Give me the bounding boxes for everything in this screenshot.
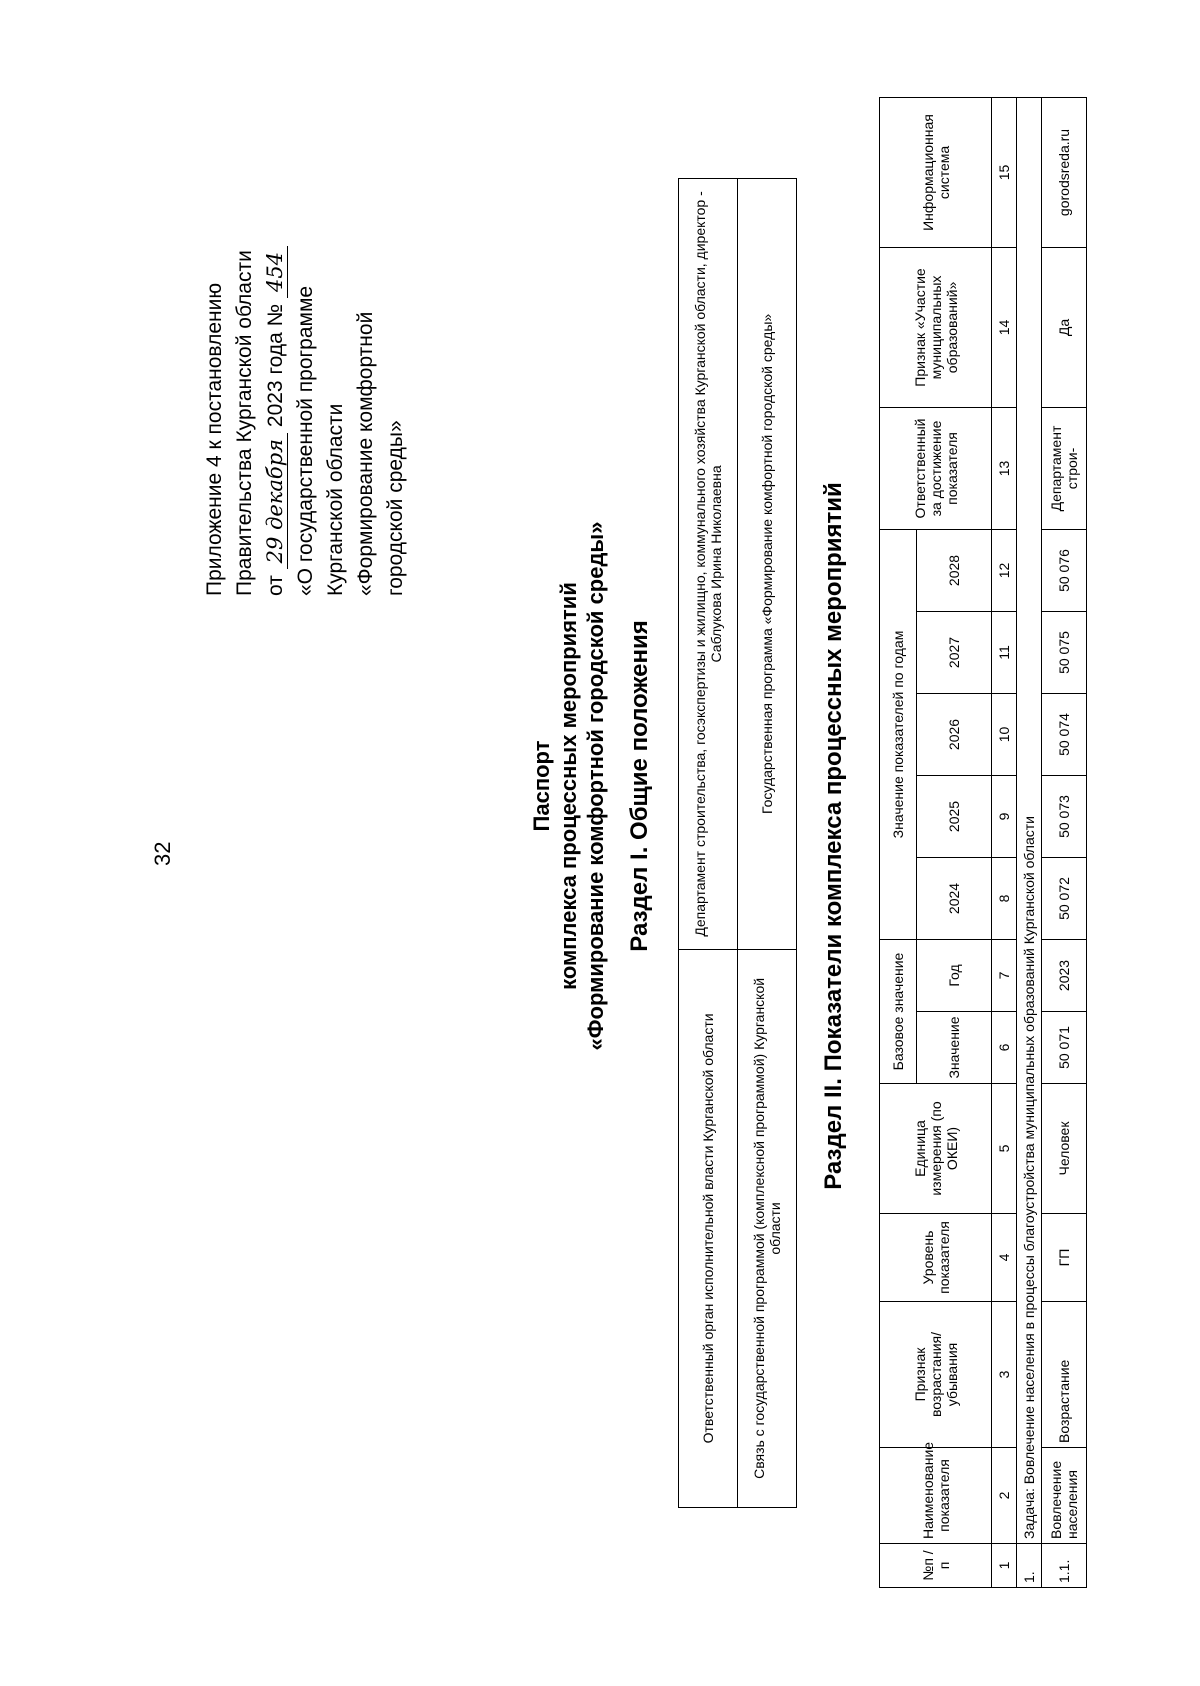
task-text: Задача: Вовлечение населения в процессы благоустройства муниципальных образований Курганской области xyxy=(1017,97,1042,1543)
row-value: Департамент строительства, госэкспертизы и жилищно, коммунального хозяйства Курганской области, директор - Саблукова Ирина Николаевна xyxy=(679,179,738,950)
row-sign: Возрастание xyxy=(1042,1302,1087,1448)
row-info-system: gorodsreda.ru xyxy=(1042,97,1087,247)
header-responsible: Ответственный за достижение показателя xyxy=(880,407,992,529)
row-unit: Человек xyxy=(1042,1084,1087,1214)
table-row xyxy=(679,179,738,1508)
column-number: 8 xyxy=(992,858,1017,940)
general-provisions-table xyxy=(678,178,797,1508)
row-num: 1.1. xyxy=(1042,1544,1087,1588)
row-base-value: 50 071 xyxy=(1042,1012,1087,1084)
column-number: 9 xyxy=(992,776,1017,858)
appendix-line-6: «Формирование комфортной xyxy=(354,311,377,596)
header-num: №п /п xyxy=(880,1544,992,1588)
header-municipal: Признак «Участие муниципальных образований» xyxy=(880,247,992,407)
header-base-value: Значение xyxy=(917,1012,992,1084)
column-number: 14 xyxy=(992,247,1017,407)
task-row xyxy=(1017,97,1042,1587)
header-sign: Признак возрастания/ убывания xyxy=(880,1302,992,1448)
section1-title: Раздел I. Общие положения xyxy=(626,620,653,952)
column-number: 1 xyxy=(992,1544,1017,1588)
header-name: Наименование показателя xyxy=(880,1448,992,1544)
header-year: 2025 xyxy=(917,776,992,858)
column-number: 7 xyxy=(992,940,1017,1012)
header-level: Уровень показателя xyxy=(880,1214,992,1302)
appendix-date-year: 2023 года № xyxy=(264,303,287,428)
header-unit: Единица измерения (по ОКЕИ) xyxy=(880,1084,992,1214)
column-number: 3 xyxy=(992,1302,1017,1448)
header-years-group: Значение показателей по годам xyxy=(880,529,917,939)
appendix-note xyxy=(200,36,411,596)
column-number: 2 xyxy=(992,1448,1017,1544)
column-number: 6 xyxy=(992,1012,1017,1084)
table-row xyxy=(1042,97,1087,1587)
row-label: Ответственный орган исполнительной власти Курганской области xyxy=(679,949,738,1507)
row-municipal: Да xyxy=(1042,247,1087,407)
row-value: Государственная программа «Формирование комфортной городской среды» xyxy=(738,179,797,950)
appendix-line-2: Правительства Курганской области xyxy=(233,250,256,596)
title-line-3: «Формирование комфортной городской среды» xyxy=(583,521,608,1051)
page-number: 32 xyxy=(150,841,175,866)
appendix-line-4: «О государственной программе xyxy=(294,285,317,596)
row-value: 50 076 xyxy=(1042,529,1087,611)
header-base-year: Год xyxy=(917,940,992,1012)
table-row xyxy=(738,179,797,1508)
passport-title xyxy=(528,286,609,1286)
column-number: 10 xyxy=(992,694,1017,776)
appendix-line-5: Курганской области xyxy=(324,403,347,596)
header-year: 2028 xyxy=(917,529,992,611)
appendix-line-1: Приложение 4 к постановлению xyxy=(203,282,226,596)
column-number-row xyxy=(992,97,1017,1587)
appendix-date-line xyxy=(260,36,291,596)
row-value: 50 074 xyxy=(1042,694,1087,776)
column-number: 15 xyxy=(992,97,1017,247)
column-number: 11 xyxy=(992,612,1017,694)
column-number: 4 xyxy=(992,1214,1017,1302)
section2-title: Раздел II. Показатели комплекса процессных мероприятий xyxy=(820,482,847,1190)
column-number: 13 xyxy=(992,407,1017,529)
header-row xyxy=(880,97,917,1587)
row-responsible: Департамент строи- xyxy=(1042,407,1087,529)
appendix-date-prefix: от xyxy=(264,575,287,596)
header-base: Базовое значение xyxy=(880,940,917,1084)
indicators-table xyxy=(879,97,1087,1588)
header-year: 2024 xyxy=(917,858,992,940)
row-value: 50 073 xyxy=(1042,776,1087,858)
row-name: Вовлечение населения xyxy=(1042,1448,1087,1544)
column-number: 12 xyxy=(992,529,1017,611)
title-line-1: Паспорт xyxy=(529,740,554,832)
row-value: 50 075 xyxy=(1042,612,1087,694)
row-value: 50 072 xyxy=(1042,858,1087,940)
row-label: Связь с государственной программой (комплексной программой) Курганской области xyxy=(738,949,797,1507)
handwritten-number: 454 xyxy=(263,246,288,298)
appendix-line-7: городской среды» xyxy=(384,420,407,596)
row-base-year: 2023 xyxy=(1042,940,1087,1012)
header-info-system: Информационная система xyxy=(880,97,992,247)
header-year: 2026 xyxy=(917,694,992,776)
row-level: ГП xyxy=(1042,1214,1087,1302)
handwritten-date: 29 декабря xyxy=(263,433,288,569)
header-year: 2027 xyxy=(917,612,992,694)
column-number: 5 xyxy=(992,1084,1017,1214)
task-num: 1. xyxy=(1017,1544,1042,1588)
title-line-2: комплекса процессных мероприятий xyxy=(556,582,581,990)
